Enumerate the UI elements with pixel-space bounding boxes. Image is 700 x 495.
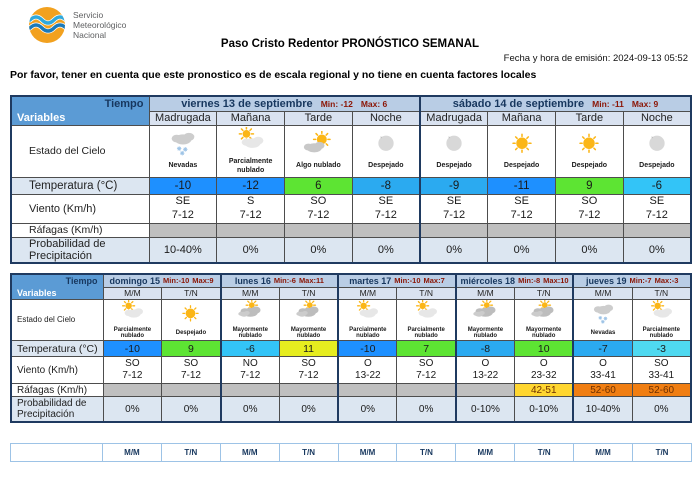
temperature-cell: -7 xyxy=(573,341,632,357)
temperature-cell: -6 xyxy=(623,177,691,194)
period-header: T/N xyxy=(515,287,574,299)
sun-behind-cloud-icon xyxy=(411,300,442,322)
day-min: Min:-7 xyxy=(629,276,652,286)
day-header xyxy=(103,274,221,287)
footer-period-cell: T/N xyxy=(161,444,220,462)
temperature-cell: -3 xyxy=(632,341,691,357)
sky-cell xyxy=(623,125,691,177)
wind-cell xyxy=(420,194,488,223)
sky-condition-label: Mayormente nublado xyxy=(526,326,562,340)
variables-label: Variables xyxy=(17,287,57,298)
sky-cell xyxy=(397,299,456,341)
gust-cell xyxy=(420,223,488,237)
precipitation-cell: 0% xyxy=(397,397,456,422)
wind-cell xyxy=(103,357,162,384)
day-header xyxy=(221,274,339,287)
day-min: Min: -11 xyxy=(592,98,624,109)
gust-cell xyxy=(397,384,456,397)
wind-speed: 13-22 xyxy=(472,370,499,382)
day-min: Min:-6 xyxy=(273,276,296,286)
gust-cell xyxy=(217,223,285,237)
variable-label-temperature: Temperatura (°C) xyxy=(11,177,149,194)
sun-icon xyxy=(503,131,541,157)
sky-cell xyxy=(456,299,515,341)
period-header: Mañana xyxy=(488,111,556,125)
wind-speed: 7-12 xyxy=(180,370,201,382)
sky-cell xyxy=(515,299,574,341)
forecast-table xyxy=(10,273,692,423)
wind-direction: SO xyxy=(581,194,598,207)
footer-period-cell: M/M xyxy=(220,444,279,462)
wind-speed: 33-41 xyxy=(648,370,675,382)
wind-speed: 7-12 xyxy=(578,208,601,221)
period-header: Madrugada xyxy=(149,111,217,125)
temperature-cell: 9 xyxy=(162,341,221,357)
precipitation-cell: 0% xyxy=(279,397,338,422)
gust-cell xyxy=(623,223,691,237)
day-name: martes 17 xyxy=(349,275,392,286)
logo-text xyxy=(73,10,126,41)
wind-speed: 7-12 xyxy=(239,208,262,221)
wind-cell xyxy=(162,357,221,384)
sky-condition-label: Despejado xyxy=(436,162,472,170)
wind-speed: 33-41 xyxy=(590,370,616,382)
wind-cell xyxy=(573,357,632,384)
precipitation-cell: 0-10% xyxy=(456,397,515,422)
temperature-cell: 7 xyxy=(397,341,456,357)
day-min: Min: -12 xyxy=(320,98,353,109)
day-header xyxy=(456,274,574,287)
footer-period-cell: M/M xyxy=(338,444,397,462)
sun-with-cloud-icon xyxy=(299,131,337,157)
variable-label-temperature: Temperatura (°C) xyxy=(11,341,103,357)
day-header xyxy=(573,274,691,287)
precipitation-cell: 0% xyxy=(632,397,691,422)
period-header: Tarde xyxy=(556,111,624,125)
wind-direction: SO xyxy=(183,357,199,369)
wind-direction: O xyxy=(539,357,548,369)
gust-cell xyxy=(149,223,217,237)
day-max: Max:11 xyxy=(298,276,324,286)
sun-behind-cloud-icon xyxy=(646,300,677,322)
wind-direction: SO xyxy=(418,357,434,369)
wind-direction: O xyxy=(599,357,607,369)
gust-cell xyxy=(338,384,397,397)
day-name: jueves 19 xyxy=(585,275,627,286)
footer-period-cell: T/N xyxy=(279,444,338,462)
wind-direction: NO xyxy=(242,357,258,369)
temperature-cell: 10 xyxy=(515,341,574,357)
period-header: T/N xyxy=(632,287,691,299)
gust-cell: 52-60 xyxy=(573,384,632,397)
sky-condition-label: Despejado xyxy=(368,162,404,170)
period-header: Tarde xyxy=(285,111,353,125)
wind-cell xyxy=(397,357,456,384)
gust-cell xyxy=(162,384,221,397)
period-header: Noche xyxy=(623,111,691,125)
mostly-cloudy-icon xyxy=(293,300,324,322)
sky-cell xyxy=(420,125,488,177)
sun-behind-cloud-icon xyxy=(232,127,270,153)
emission-datetime: Fecha y hora de emisión: 2024-09-13 05:52 xyxy=(503,53,688,64)
snow-cloud-icon xyxy=(164,131,202,157)
sky-condition-label: Parcialmente nublado xyxy=(407,326,445,340)
sky-cell xyxy=(149,125,217,177)
moon-icon xyxy=(367,131,405,157)
wind-cell xyxy=(632,357,691,384)
wind-cell xyxy=(285,194,353,223)
day-name: miércoles 18 xyxy=(460,275,516,286)
sky-cell xyxy=(488,125,556,177)
precipitation-cell: 10-40% xyxy=(149,237,217,263)
sun-behind-cloud-icon xyxy=(352,300,383,322)
variable-label-sky: Estado del Cielo xyxy=(11,125,149,177)
precipitation-cell: 10-40% xyxy=(573,397,632,422)
sky-cell xyxy=(632,299,691,341)
sky-condition-label: Despejado xyxy=(571,162,608,170)
wind-direction: SO xyxy=(654,357,669,369)
day-header xyxy=(420,96,691,111)
precipitation-cell: 0% xyxy=(338,397,397,422)
temperature-cell: -10 xyxy=(338,341,397,357)
wind-speed: 7-12 xyxy=(171,208,194,221)
temperature-cell: 11 xyxy=(279,341,338,357)
footer-period-cell: T/N xyxy=(397,444,456,462)
sky-condition-label: Parcialmente nublado xyxy=(349,326,387,340)
gust-cell xyxy=(103,384,162,397)
variable-label-precipitation: Probabilidad de Precipitación xyxy=(11,237,149,263)
sky-condition-label: Algo nublado xyxy=(296,162,341,170)
footer-empty-cell xyxy=(11,444,103,462)
footer-period-cell: T/N xyxy=(633,444,692,462)
wind-speed: 7-12 xyxy=(298,370,319,382)
period-header: Madrugada xyxy=(420,111,488,125)
sky-condition-label: Nevadas xyxy=(590,329,616,336)
temperature-cell: -8 xyxy=(456,341,515,357)
wind-cell xyxy=(279,357,338,384)
wind-direction: O xyxy=(363,357,372,369)
gust-cell xyxy=(456,384,515,397)
day-max: Max:-3 xyxy=(654,276,679,286)
time-variables-corner-cell xyxy=(11,274,103,299)
sky-cell xyxy=(221,299,280,341)
sky-condition-label: Despejado xyxy=(639,162,675,170)
precipitation-cell: 0% xyxy=(420,237,488,263)
sky-condition-label: Mayormente nublado xyxy=(467,326,504,340)
period-header: M/M xyxy=(221,287,280,299)
temperature-cell: -8 xyxy=(352,177,420,194)
day-name: lunes 16 xyxy=(234,275,271,286)
day-name: viernes 13 de septiembre xyxy=(181,97,313,110)
period-header: Mañana xyxy=(217,111,285,125)
wind-speed: 7-12 xyxy=(443,208,466,221)
wind-cell xyxy=(456,357,515,384)
variables-label: Variables xyxy=(17,111,66,124)
gust-cell xyxy=(221,384,280,397)
gust-cell xyxy=(488,223,556,237)
wind-direction: SO xyxy=(301,357,316,369)
variable-label-wind: Viento (Km/h) xyxy=(11,357,103,384)
wind-cell xyxy=(488,194,556,223)
wind-cell xyxy=(149,194,217,223)
footer-period-cell: M/M xyxy=(574,444,633,462)
day-max: Max:9 xyxy=(192,276,214,286)
weekly-table-days-3-7 xyxy=(10,273,692,423)
wind-direction: SE xyxy=(446,194,462,207)
sky-cell xyxy=(162,299,221,341)
wind-cell xyxy=(217,194,285,223)
snow-cloud-icon xyxy=(588,303,619,325)
footer-period-cell: M/M xyxy=(103,444,162,462)
page-title: Paso Cristo Redentor PRONÓSTICO SEMANAL xyxy=(220,38,480,50)
regional-note: Por favor, tener en cuenta que este pronostico es de escala regional y no tiene en cuenta factores locales xyxy=(10,69,537,81)
precipitation-cell: 0% xyxy=(352,237,420,263)
sky-condition-label: Parcialmente nublado xyxy=(113,326,152,340)
precipitation-cell: 0% xyxy=(556,237,624,263)
moon-icon xyxy=(435,131,473,157)
variable-label-precipitation: Probabilidad de Precipitación xyxy=(11,397,103,422)
day-max: Max:7 xyxy=(423,276,445,286)
precipitation-cell: 0-10% xyxy=(515,397,574,422)
temperature-cell: -6 xyxy=(221,341,280,357)
wind-speed: 13-22 xyxy=(355,370,381,382)
wind-speed: 7-12 xyxy=(510,208,533,221)
sun-behind-cloud-icon xyxy=(117,300,148,322)
wind-direction: SE xyxy=(378,194,394,207)
day-min: Min:-8 xyxy=(518,276,541,286)
moon-icon xyxy=(638,131,676,157)
sky-condition-label: Mayormente nublado xyxy=(232,326,268,340)
logo-line-3: Nacional xyxy=(73,30,107,41)
sky-condition-label: Despejado xyxy=(175,329,207,336)
wind-direction: S xyxy=(246,194,255,207)
time-variables-corner-cell xyxy=(11,96,149,125)
period-header: T/N xyxy=(279,287,338,299)
precipitation-cell: 0% xyxy=(488,237,556,263)
day-header xyxy=(149,96,420,111)
precipitation-cell: 0% xyxy=(217,237,285,263)
period-header: M/M xyxy=(456,287,515,299)
wind-speed: 7-12 xyxy=(645,208,668,221)
variable-label-gusts: Ráfagas (Km/h) xyxy=(11,223,149,237)
temperature-cell: -12 xyxy=(217,177,285,194)
sky-cell xyxy=(573,299,632,341)
temperature-cell: -10 xyxy=(149,177,217,194)
day-min: Min:-10 xyxy=(394,276,421,286)
logo-line-2: Meteorológico xyxy=(73,19,127,30)
sky-cell xyxy=(338,299,397,341)
period-header: T/N xyxy=(397,287,456,299)
period-header: M/M xyxy=(573,287,632,299)
wind-cell xyxy=(556,194,624,223)
tiempo-label: Tiempo xyxy=(65,276,98,286)
footer-period-cell: T/N xyxy=(515,444,574,462)
temperature-cell: -11 xyxy=(488,177,556,194)
precipitation-cell: 0% xyxy=(162,397,221,422)
wind-direction: SO xyxy=(310,194,327,207)
logo-line-1: Servicio xyxy=(73,9,104,20)
period-header: Noche xyxy=(352,111,420,125)
precipitation-cell: 0% xyxy=(623,237,691,263)
sky-cell xyxy=(556,125,624,177)
wind-speed: 7-12 xyxy=(416,370,437,382)
wind-speed: 7-12 xyxy=(122,370,143,382)
temperature-cell: -10 xyxy=(103,341,162,357)
wind-cell xyxy=(515,357,574,384)
gust-cell xyxy=(285,223,353,237)
sun-icon xyxy=(570,131,608,157)
day-min: Min:-10 xyxy=(163,276,190,286)
gust-cell xyxy=(556,223,624,237)
temperature-cell: -9 xyxy=(420,177,488,194)
day-name: domingo 15 xyxy=(109,275,161,286)
forecast-table xyxy=(10,95,692,264)
sky-condition-label: Parcialmente nublado xyxy=(228,158,273,174)
footer-period-row xyxy=(10,443,692,462)
wind-speed: 23-32 xyxy=(530,370,557,382)
wind-cell xyxy=(338,357,397,384)
sky-cell xyxy=(352,125,420,177)
sky-cell xyxy=(279,299,338,341)
gust-cell: 52-60 xyxy=(632,384,691,397)
mostly-cloudy-icon xyxy=(470,300,501,322)
sky-condition-label: Nevadas xyxy=(168,162,198,170)
sun-icon xyxy=(175,303,206,325)
wind-direction: SE xyxy=(649,194,665,207)
wind-speed: 7-12 xyxy=(240,370,261,382)
day-name: sábado 14 de septiembre xyxy=(452,97,585,110)
variable-label-sky: Estado del Cielo xyxy=(11,299,103,341)
day-header xyxy=(338,274,456,287)
gust-cell xyxy=(352,223,420,237)
weekly-table-days-1-2 xyxy=(10,95,692,264)
day-max: Max:10 xyxy=(543,276,569,286)
day-max: Max: 9 xyxy=(631,98,659,109)
sky-cell xyxy=(285,125,353,177)
day-max: Max: 6 xyxy=(360,98,388,109)
precipitation-cell: 0% xyxy=(221,397,280,422)
precipitation-cell: 0% xyxy=(103,397,162,422)
period-header: M/M xyxy=(338,287,397,299)
variable-label-wind: Viento (Km/h) xyxy=(11,194,149,223)
footer-period-cell: M/M xyxy=(456,444,515,462)
wind-direction: SO xyxy=(125,357,140,369)
wind-direction: O xyxy=(481,357,490,369)
gust-cell xyxy=(279,384,338,397)
temperature-cell: 6 xyxy=(285,177,353,194)
wind-direction: SE xyxy=(175,194,191,207)
period-header: T/N xyxy=(162,287,221,299)
mostly-cloudy-icon xyxy=(528,300,559,322)
tiempo-label: Tiempo xyxy=(104,98,144,110)
wind-cell xyxy=(221,357,280,384)
precipitation-cell: 0% xyxy=(285,237,353,263)
sky-condition-label: Parcialmente nublado xyxy=(642,326,681,340)
sky-cell xyxy=(103,299,162,341)
wind-cell xyxy=(623,194,691,223)
wind-speed: 7-12 xyxy=(307,208,330,221)
temperature-cell: 9 xyxy=(556,177,624,194)
wind-speed: 7-12 xyxy=(374,208,397,221)
wind-cell xyxy=(352,194,420,223)
sky-condition-label: Despejado xyxy=(503,162,540,170)
variable-label-gusts: Ráfagas (Km/h) xyxy=(11,384,103,397)
sky-cell xyxy=(217,125,285,177)
wind-direction: SE xyxy=(514,194,529,207)
sky-condition-label: Mayormente nublado xyxy=(290,326,327,340)
period-header: M/M xyxy=(103,287,162,299)
gust-cell: 42-51 xyxy=(515,384,574,397)
mostly-cloudy-icon xyxy=(235,300,266,322)
